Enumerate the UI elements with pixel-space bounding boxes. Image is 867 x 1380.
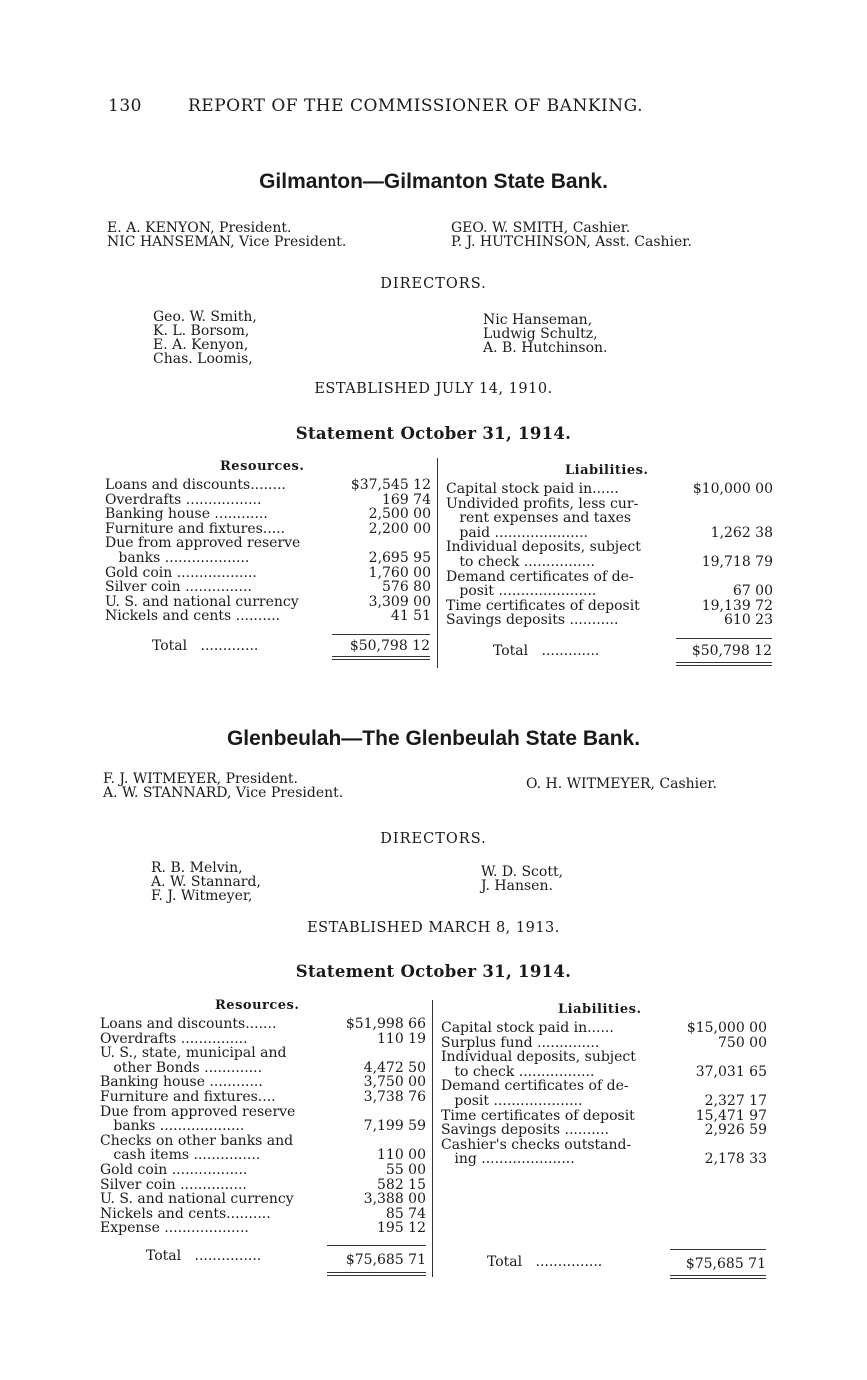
row-label: banks ................... [100,1118,245,1135]
resources-table [100,1017,426,1236]
officer: E. A. KENYON, President. [107,220,292,236]
director: K. L. Borsom, [153,323,250,339]
row-amount: 19,718 79 [701,553,773,570]
double-rule [676,665,772,666]
table-row [100,1148,426,1163]
table-row [441,1094,767,1109]
table-row [100,1046,426,1061]
row-label: Individual deposits, subject [446,539,641,556]
row-label: cash items ............... [100,1147,261,1164]
row-amount: 37,031 65 [695,1063,767,1080]
table-row [100,1119,426,1134]
table-row [441,1138,767,1153]
table-row [105,536,431,551]
row-label: Individual deposits, subject [441,1049,636,1066]
officers-left [107,221,346,249]
officer: NIC HANSEMAN, Vice President. [107,234,347,250]
table-row [441,1036,767,1051]
bank-title: Glenbeulah—The Glenbeulah State Bank. [226,727,641,750]
row-amount: 750 00 [718,1034,767,1051]
total-rule [332,634,430,635]
row-amount: 85 74 [385,1205,426,1222]
row-label: Nickels and cents.......... [100,1205,271,1222]
row-label: Due from approved reserve [100,1103,296,1120]
directors-left [151,861,261,903]
row-label: banks ................... [105,549,250,566]
row-amount: 110 19 [377,1030,426,1047]
row-amount: 3,738 76 [363,1088,426,1105]
table-row [441,1050,767,1065]
table-row [100,1075,426,1090]
statement-heading: Statement October 31, 1914. [295,962,572,981]
table-row [105,580,431,595]
double-rule [332,656,430,657]
row-label: rent expenses and taxes [446,510,632,527]
resources-total: $75,685 71 [345,1252,426,1268]
row-amount: 19,139 72 [701,597,773,614]
table-row [446,555,773,570]
director: J. Hansen. [481,878,553,894]
officer: GEO. W. SMITH, Cashier. [451,220,631,236]
liabilities-total: $50,798 12 [691,643,772,659]
running-title: REPORT OF THE COMMISSIONER OF BANKING. [188,96,643,116]
double-rule [670,1275,766,1276]
resources-table [105,478,431,624]
table-row [446,482,773,497]
row-label: U. S., state, municipal and [100,1045,287,1062]
directors-heading: DIRECTORS. [380,831,487,847]
double-rule [670,1278,766,1279]
row-label: Gold coin ................. [100,1161,248,1178]
director: Chas. Loomis, [153,351,253,367]
table-row [105,566,431,581]
table-row [100,1163,426,1178]
row-label: Surplus fund .............. [441,1034,600,1051]
row-label: Overdrafts ................. [105,491,262,508]
table-row [100,1178,426,1193]
running-header [108,96,643,116]
double-rule [327,1275,426,1276]
liabilities-heading: Liabilities. [558,1002,642,1017]
officer: O. H. WITMEYER, Cashier. [526,776,718,792]
table-row [100,1090,426,1105]
total-rule [676,638,772,639]
directors-left [153,310,257,366]
row-amount: 169 74 [382,491,431,508]
table-row [105,609,431,624]
resources-heading: Resources. [220,459,305,474]
table-row [105,507,431,522]
total-label: Total ............. [493,643,600,659]
row-amount: 1,262 38 [710,524,773,541]
officers-right [526,777,717,791]
liabilities-heading: Liabilities. [565,463,649,478]
row-amount: 1,760 00 [368,564,431,581]
row-label: to check ................ [446,553,595,570]
director: A. W. Stannard, [151,874,261,890]
row-label: U. S. and national currency [105,593,299,610]
table-row [100,1207,426,1222]
row-amount: 110 00 [377,1147,426,1164]
table-row [446,497,773,512]
row-label: Overdrafts ............... [100,1030,248,1047]
director: R. B. Melvin, [151,860,243,876]
row-amount: 2,327 17 [704,1092,767,1109]
row-amount: 3,309 00 [368,593,431,610]
total-label: Total ............. [152,638,259,654]
table-row [446,613,773,628]
directors-right [483,313,607,355]
row-amount: $37,545 12 [350,477,431,493]
row-amount: 582 15 [377,1176,426,1193]
row-amount: 67 00 [732,583,773,600]
director: Geo. W. Smith, [153,309,257,325]
table-row [105,493,431,508]
officer: F. J. WITMEYER, President. [103,771,298,787]
double-rule [676,662,772,663]
table-row [441,1123,767,1138]
row-label: Loans and discounts........ [105,477,286,493]
director: A. B. Hutchinson. [483,340,608,356]
officers-left [103,772,343,800]
row-label: Due from approved reserve [105,535,301,552]
statement-heading: Statement October 31, 1914. [295,424,572,443]
page-number: 130 [108,96,142,116]
row-amount: 2,178 33 [704,1151,767,1168]
double-rule [327,1272,426,1273]
row-label: Time certificates of deposit [441,1107,635,1124]
table-row [105,551,431,566]
row-label: U. S. and national currency [100,1191,294,1208]
double-rule [332,659,430,660]
table-row [441,1065,767,1080]
established-date: ESTABLISHED MARCH 8, 1913. [307,920,560,936]
table-row [100,1017,426,1032]
column-divider [432,1000,433,1277]
row-label: posit .................... [441,1092,583,1109]
table-row [100,1192,426,1207]
row-amount: 610 23 [724,612,773,629]
row-amount: 2,926 59 [704,1122,767,1139]
row-label: Nickels and cents .......... [105,608,281,625]
row-amount: 3,388 00 [363,1191,426,1208]
table-row [100,1105,426,1120]
director: Ludwig Schultz, [483,326,598,342]
table-row [100,1061,426,1076]
director: E. A. Kenyon, [153,337,249,353]
row-label: other Bonds ............. [100,1059,263,1076]
table-row [441,1021,767,1036]
row-label: Demand certificates of de- [446,568,634,585]
row-label: posit ...................... [446,583,597,600]
row-amount: 41 51 [390,608,431,625]
table-row [441,1152,767,1167]
table-row [100,1032,426,1047]
row-amount: 2,500 00 [368,506,431,523]
director: W. D. Scott, [481,864,564,880]
table-row [105,522,431,537]
column-divider [437,458,438,668]
table-row [441,1079,767,1094]
total-label: Total ............... [487,1254,603,1270]
row-amount: 15,471 97 [695,1107,767,1124]
row-label: Undivided profits, less cur- [446,495,639,512]
row-amount: 2,200 00 [368,520,431,537]
row-label: Banking house ............ [105,506,268,523]
row-label: Capital stock paid in...... [441,1020,614,1036]
row-label: Demand certificates of de- [441,1078,629,1095]
row-amount: $10,000 00 [692,481,773,497]
row-label: Checks on other banks and [100,1132,294,1149]
directors-heading: DIRECTORS. [380,276,487,292]
table-row [446,540,773,555]
row-label: to check ................. [441,1063,595,1080]
row-amount: $51,998 66 [345,1016,426,1032]
resources-total: $50,798 12 [349,638,430,654]
row-label: Cashier's checks outstand- [441,1136,632,1153]
row-label: Loans and discounts....... [100,1016,277,1032]
row-label: paid ..................... [446,524,589,541]
total-rule [327,1245,426,1246]
established-date: ESTABLISHED JULY 14, 1910. [314,381,553,397]
table-row [100,1221,426,1236]
row-label: Expense ................... [100,1220,249,1237]
table-row [105,595,431,610]
row-amount: 2,695 95 [368,549,431,566]
row-label: Savings deposits ........... [446,612,619,629]
row-amount: 576 80 [382,579,431,596]
row-label: Silver coin ............... [100,1176,247,1193]
row-label: Gold coin .................. [105,564,257,581]
row-amount: 4,472 50 [363,1059,426,1076]
row-amount: 195 12 [377,1220,426,1237]
liabilities-table [441,1021,767,1167]
row-amount: 7,199 59 [363,1118,426,1135]
row-label: Silver coin ............... [105,579,252,596]
row-label: Furniture and fixtures.... [100,1088,276,1105]
liabilities-table [446,482,773,628]
total-rule [670,1249,766,1250]
total-label: Total ............... [146,1248,262,1264]
row-label: ing ..................... [441,1151,575,1168]
row-label: Capital stock paid in...... [446,481,619,497]
table-row [446,526,773,541]
director: F. J. Witmeyer, [151,888,253,904]
row-amount: $15,000 00 [686,1020,767,1036]
bank-title: Gilmanton—Gilmanton State Bank. [259,170,608,193]
resources-heading: Resources. [215,998,300,1013]
table-row [105,478,431,493]
table-row [100,1134,426,1149]
row-amount: 3,750 00 [363,1074,426,1091]
director: Nic Hanseman, [483,312,593,328]
table-row [446,570,773,585]
directors-right [481,865,563,893]
liabilities-total: $75,685 71 [685,1256,766,1272]
officer: P. J. HUTCHINSON, Asst. Cashier. [451,234,692,250]
table-row [446,511,773,526]
row-label: Banking house ............ [100,1074,263,1091]
row-label: Furniture and fixtures..... [105,520,286,537]
row-label: Savings deposits .......... [441,1122,609,1139]
row-label: Time certificates of deposit [446,597,640,614]
table-row [446,584,773,599]
table-row [446,599,773,614]
row-amount: 55 00 [385,1161,426,1178]
table-row [441,1109,767,1124]
officers-right [451,221,692,249]
officer: A. W. STANNARD, Vice President. [103,785,344,801]
